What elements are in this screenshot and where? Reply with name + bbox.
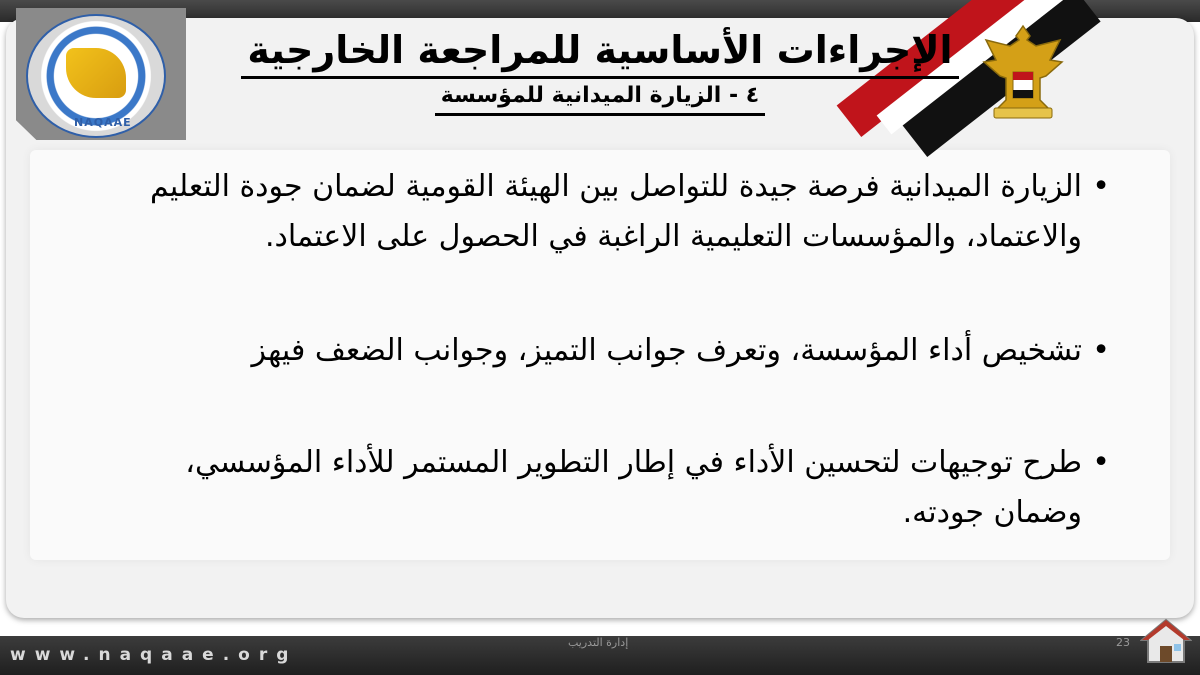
egypt-eagle-emblem-icon bbox=[980, 22, 1066, 122]
bullet-item: • الزيارة الميدانية فرصة جيدة للتواصل بين الهيئة القومية لضمان جودة التعليم والاعتماد، والمؤسسات التعليمية الراغبة في الحصول على الاعتماد. bbox=[140, 162, 1110, 262]
bullet-item: • طرح توجيهات لتحسين الأداء في إطار التطوير المستمر للأداء المؤسسي، وضمان جودته. bbox=[140, 438, 1110, 538]
slide-number: 23 bbox=[1116, 636, 1130, 649]
slide-subtitle: ٤ - الزيارة الميدانية للمؤسسة bbox=[435, 81, 765, 116]
footer-department: إدارة التدريب bbox=[568, 636, 629, 649]
home-icon[interactable] bbox=[1140, 616, 1192, 668]
footer-url: www.naqaae.org bbox=[10, 645, 298, 665]
title-block bbox=[240, 24, 960, 116]
logo-text: NAQAAE bbox=[74, 116, 132, 129]
bullet-list bbox=[140, 158, 1110, 538]
naqaae-logo bbox=[16, 8, 186, 140]
bullet-item: • تشخيص أداء المؤسسة، وتعرف جوانب التميز، وجوانب الضعف فيهز bbox=[140, 326, 1110, 376]
slide-title: الإجراءات الأساسية للمراجعة الخارجية bbox=[241, 24, 958, 79]
